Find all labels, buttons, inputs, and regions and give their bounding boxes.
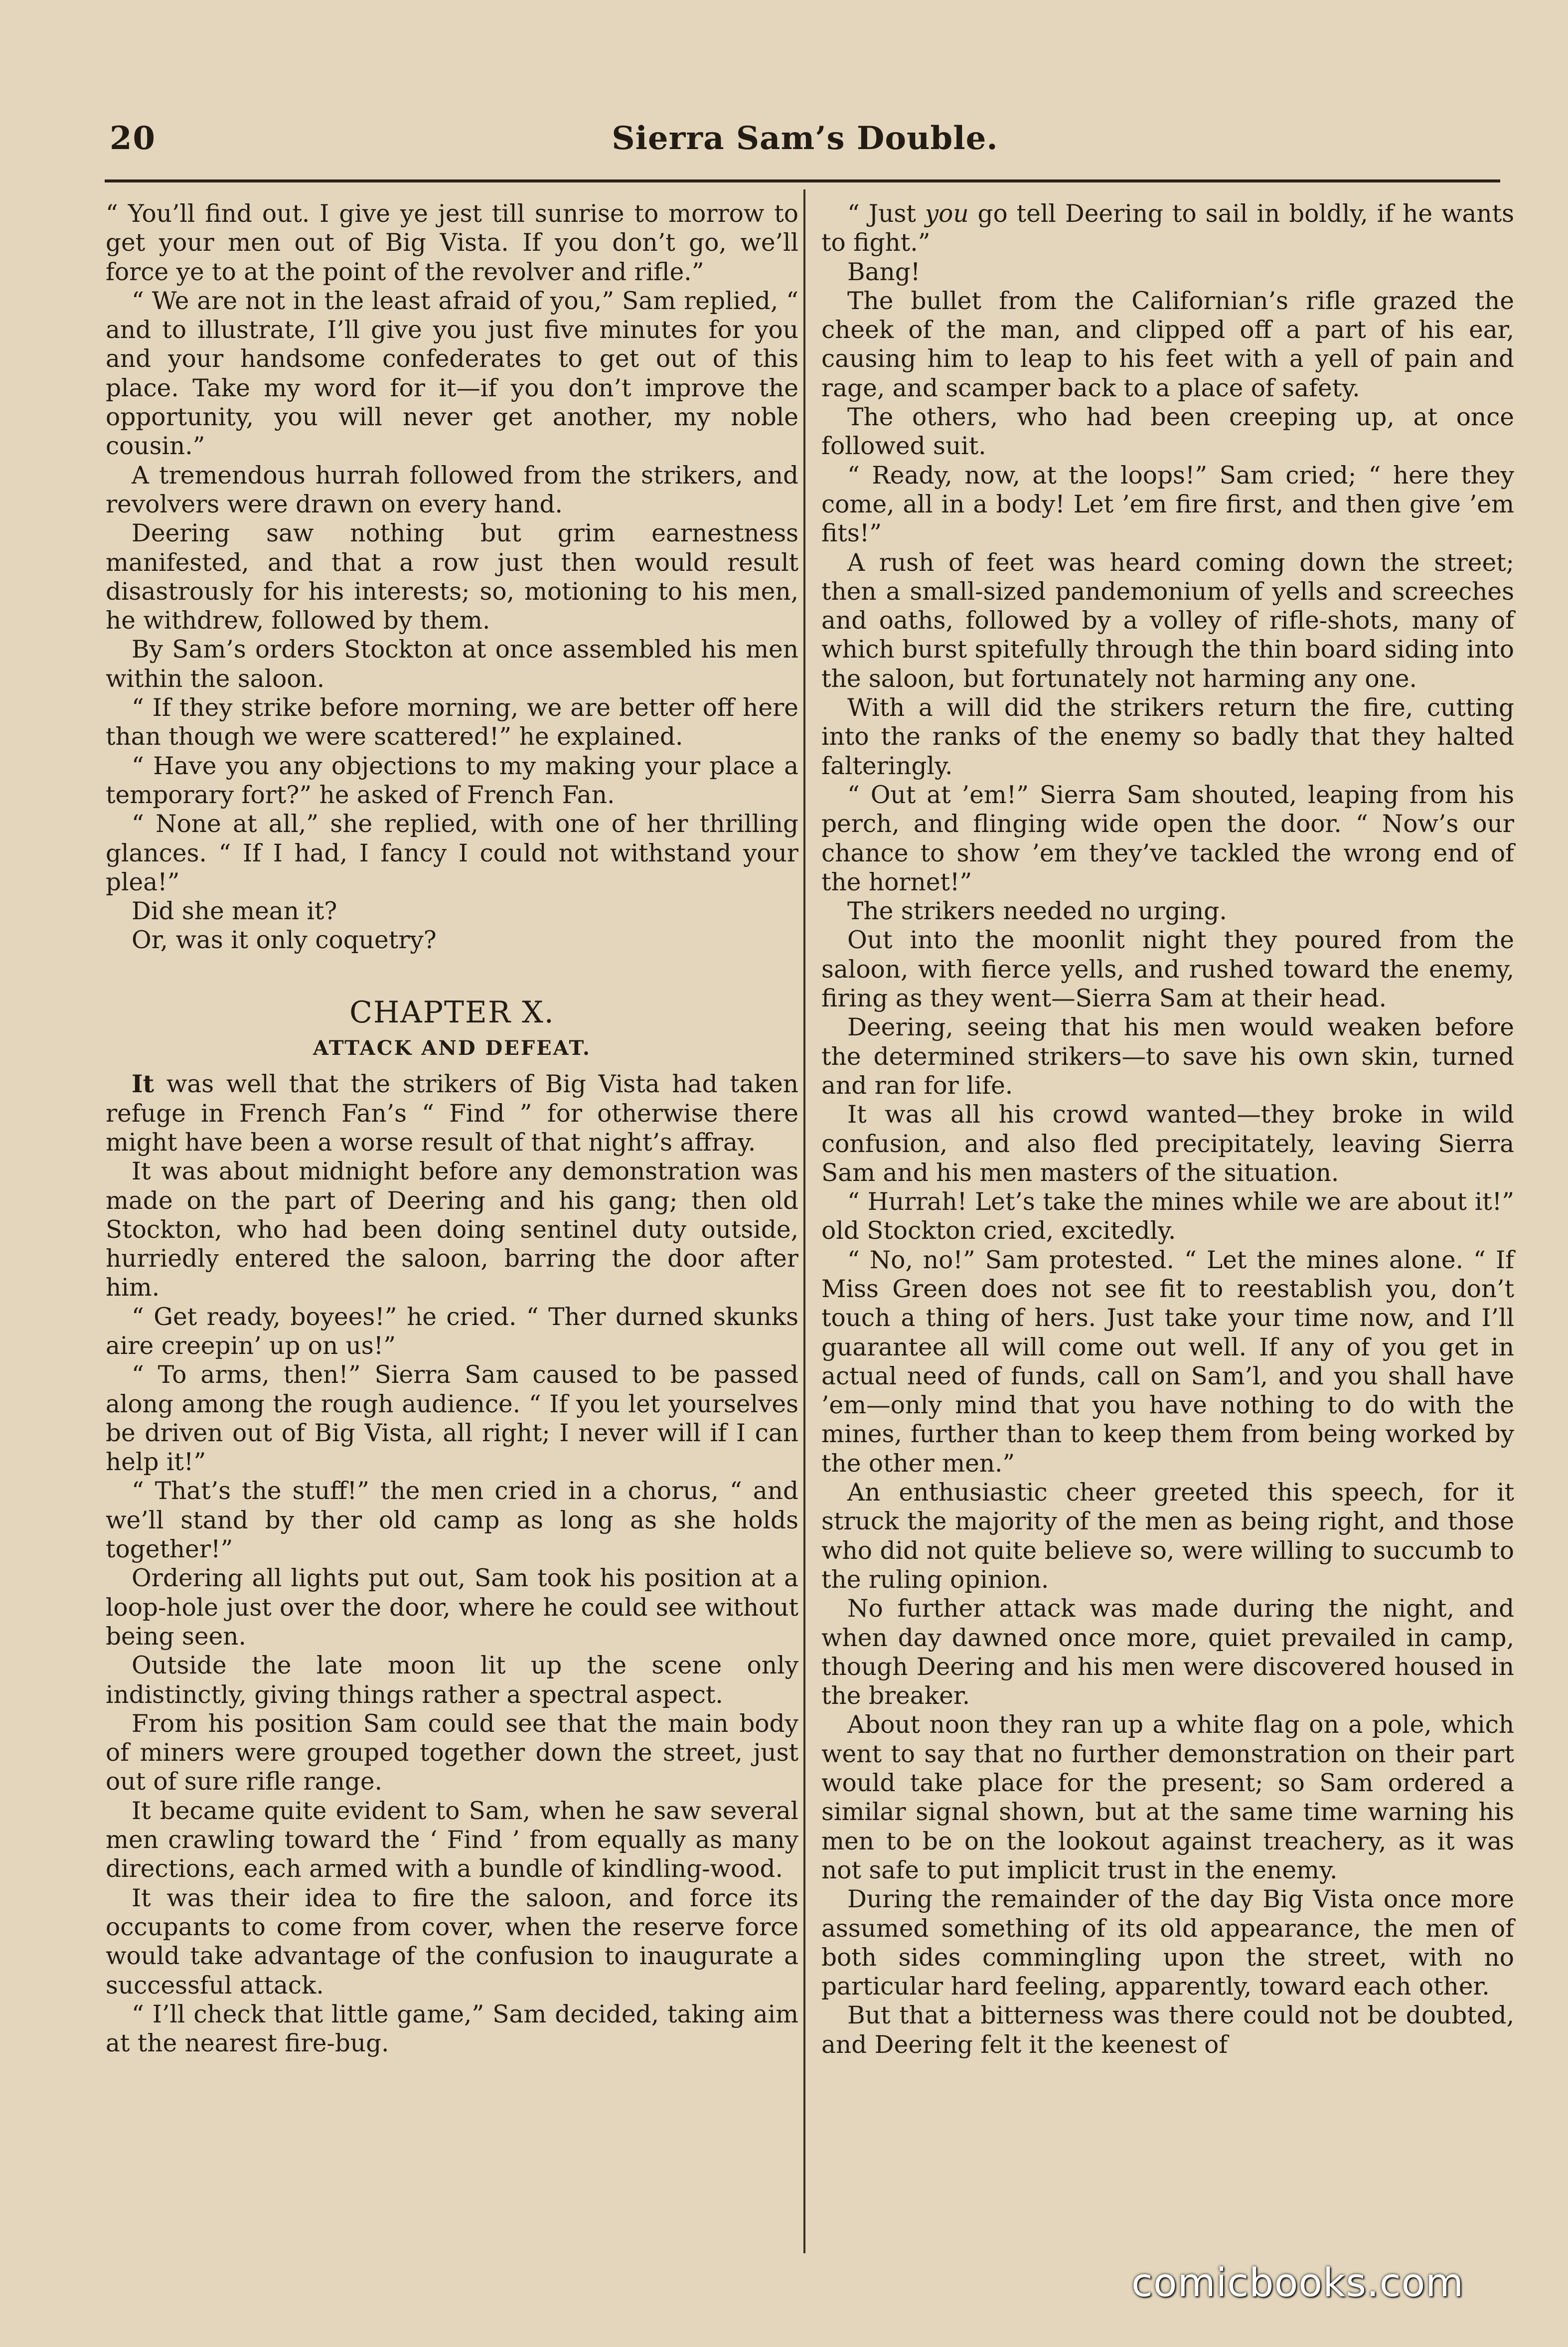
- paragraph: The others, who had been creeping up, at once followed suit.: [821, 403, 1514, 461]
- paragraph: “ To arms, then!” Sierra Sam caused to be passed along among the rough audience. “ If you let yourselves be driven out of Big Vista, all right; I never will if I can help it!”: [106, 1361, 798, 1477]
- paragraph: It became quite evident to Sam, when he saw several men crawling toward the ‘ Find ’ from equally as many directions, each armed with a bundle of kindling-wood.: [106, 1797, 798, 1883]
- paragraph: A tremendous hurrah followed from the strikers, and revolvers were drawn on every hand.: [106, 461, 798, 518]
- paragraph: “ You’ll find out. I give ye jest till sunrise to morrow to get your men out of Big Vista. If you don’t go, we’ll force ye to at the point of the revolver and rifle.”: [106, 200, 798, 286]
- running-title: Sierra Sam’s Double.: [612, 120, 998, 157]
- paragraph: The strikers needed no urging.: [847, 897, 1227, 926]
- paragraph: “ I’ll check that little game,” Sam decided, taking aim at the nearest fire-bug.: [106, 2000, 798, 2058]
- paragraph: From his position Sam could see that the main body of miners were grouped together down the street, just out of sure rifle range.: [106, 1709, 798, 1796]
- paragraph: The bullet from the Californian’s rifle grazed the cheek of the man, and clipped off a part of his ear, causing him to leap to his feet with a yell of pain and rage, and scamper back to a place of safety.: [821, 287, 1514, 402]
- chapter-subtitle: ATTACK AND DEFEAT.: [313, 1036, 591, 1060]
- header-rule: [105, 179, 1500, 182]
- paragraph: But that a bitterness was there could not be doubted, and Deering felt it the keenest of: [821, 2002, 1514, 2059]
- paragraph: “ Ready, now, at the loops!” Sam cried; “ here they come, all in a body! Let ’em fire first, and then give ’em fits!”: [821, 461, 1514, 548]
- paragraph: “ That’s the stuff!” the men cried in a chorus, “ and we’ll stand by ther old camp as long as she holds together!”: [106, 1477, 798, 1564]
- page-number: 20: [110, 120, 157, 157]
- paragraph: It was all his crowd wanted—they broke in wild confusion, and also fled precipitately, leaving Sierra Sam and his men masters of the situation.: [821, 1101, 1514, 1187]
- paragraph: “ Get ready, boyees!” he cried. “ Ther durned skunks aire creepin’ up on us!”: [106, 1303, 798, 1360]
- paragraph: [821, 199, 1514, 258]
- paragraph: “ No, no!” Sam protested. “ Let the mines alone. “ If Miss Green does not see fit to reestablish you, don’t touch a thing of hers. Just take your time now, and I’ll guarantee all will come out well. If any of you get in actual need of funds, call on Sam’l, and you shall have ’em—only mind that you have nothing to do with the mines, further than to keep them from being worked by the other men.”: [821, 1246, 1514, 1478]
- paragraph: Ordering all lights put out, Sam took his position at a loop-hole just over the door, where he could see without being seen.: [106, 1564, 798, 1651]
- paragraph: “ If they strike before morning, we are better off here than though we were scattered!” he explained.: [106, 694, 798, 751]
- paragraph: A rush of feet was heard coming down the street; then a small-sized pandemonium of yells and screeches and oaths, followed by a volley of rifle-shots, many of which burst spitefully through the thin board siding into the saloon, but fortunately not harming any one.: [821, 548, 1514, 693]
- chapter-opening-paragraph: [106, 1070, 798, 1157]
- paragraph: Deering saw nothing but grim earnestness manifested, and that a row just then would result disastrously for his interests; so, motioning to his men, he withdrew, followed by them.: [106, 519, 798, 635]
- page-header: [110, 120, 1500, 174]
- paragraph: “ Have you any objections to my making your place a temporary fort?” he asked of French Fan.: [106, 752, 798, 809]
- paragraph-text: “ Just: [847, 200, 925, 228]
- paragraph: Out into the moonlit night they poured from the saloon, with fierce yells, and rushed toward the enemy, firing as they went—Sierra Sam at their head.: [821, 926, 1514, 1013]
- watermark: comicbooks.com: [1131, 2261, 1464, 2306]
- paragraph: “ None at all,” she replied, with one of her thrilling glances. “ If I had, I fancy I could not withstand your plea!”: [106, 810, 798, 896]
- paragraph-text: go tell Deering to sail in boldly, if he wants to fight.”: [821, 200, 1514, 257]
- paragraph-text: was well that the strikers of Big Vista had taken refuge in French Fan’s “ Find ” for otherwise there might have been a worse result of that night’s affray.: [106, 1070, 798, 1157]
- paragraph: No further attack was made during the night, and when day dawned once more, quiet prevailed in camp, though Deering and his men were discovered housed in the breaker.: [821, 1595, 1514, 1710]
- paragraph: Outside the late moon lit up the scene only indistinctly, giving things rather a spectral aspect.: [106, 1652, 798, 1709]
- paragraph: About noon they ran up a white flag on a pole, which went to say that no further demonstration on their part would take place for the present; so Sam ordered a similar signal shown, but at the same time warning his men to be on the lookout against treachery, as it was not safe to put implicit trust in the enemy.: [821, 1711, 1514, 1884]
- paragraph: It was about midnight before any demonstration was made on the part of Deering and his gang; then old Stockton, who had been doing sentinel duty outside, hurriedly entered the saloon, barring the door after him.: [106, 1158, 798, 1302]
- paragraph: During the remainder of the day Big Vista once more assumed something of its old appearance, the men of both sides commingling upon the street, with no particular hard feeling, apparently, toward each other.: [821, 1885, 1514, 2001]
- paragraph: Did she mean it?: [132, 897, 337, 926]
- paragraph: Deering, seeing that his men would weaken before the determined strikers—to save his own skin, turned and ran for life.: [821, 1013, 1514, 1100]
- paragraph: “ We are not in the least afraid of you,” Sam replied, “ and to illustrate, I’ll give you just five minutes for you and your handsome confederates to get out of this place. Take my word for it—if you don’t improve the opportunity, you will never get another, my noble cousin.”: [106, 287, 798, 461]
- column-divider: [803, 189, 805, 2253]
- chapter-title: CHAPTER X.: [349, 995, 555, 1030]
- paragraph: “ Hurrah! Let’s take the mines while we are about it!” old Stockton cried, excitedly.: [821, 1188, 1514, 1245]
- emphasis: you: [925, 200, 969, 228]
- paragraph: With a will did the strikers return the fire, cutting into the ranks of the enemy so badly that they halted falteringly.: [821, 694, 1514, 780]
- right-column: [821, 199, 1514, 2059]
- paragraph: “ Out at ’em!” Sierra Sam shouted, leaping from his perch, and flinging wide open the door. “ Now’s our chance to show ’em they’ve tackled the wrong end of the hornet!”: [821, 781, 1514, 896]
- paragraph: Or, was it only coquetry?: [132, 926, 437, 955]
- lead-word: It: [132, 1070, 155, 1099]
- paragraph: By Sam’s orders Stockton at once assembled his men within the saloon.: [106, 636, 798, 693]
- paragraph: An enthusiastic cheer greeted this speech, for it struck the majority of the men as being right, and those who did not quite believe so, were willing to succumb to the ruling opinion.: [821, 1479, 1514, 1594]
- paragraph: It was their idea to fire the saloon, and force its occupants to come from cover, when the reserve force would take advantage of the confusion to inaugurate a successful attack.: [106, 1884, 798, 2000]
- left-column: [106, 199, 798, 2058]
- paragraph: Bang!: [847, 258, 921, 286]
